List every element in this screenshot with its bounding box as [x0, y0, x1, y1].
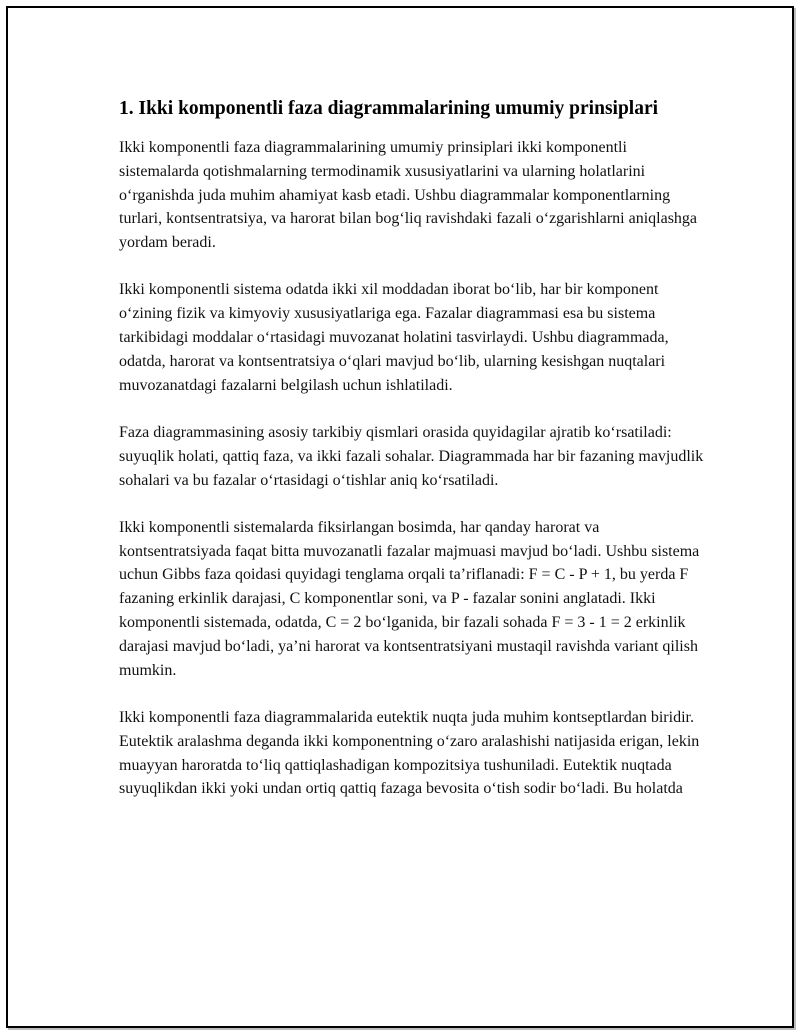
section-heading: 1. Ikki komponentli faza diagrammalarining umumiy prinsiplari: [119, 98, 659, 119]
paragraph-1: Ikki komponentli faza diagrammalarining umumiy prinsiplari ikki komponentli sistemalarda qotishmalarning termodinamik xususiyatlarini va ularning holatlarini o‘rganishda juda muhim ahamiyat kasb etadi. Ushbu diagrammalar komponentlarning turlari, kontsentratsiya, va harorat bilan bog‘liq ravishdaki fazali o‘zgarishlarni aniqlashga yordam beradi.: [119, 139, 698, 252]
document-page: [6, 6, 794, 1028]
paragraph-5: Ikki komponentli faza diagrammalarida eutektik nuqta juda muhim kontseptlardan biridir. Eutektik aralashma deganda ikki komponentning o‘zaro aralashishi natijasida erigan, lekin muayyan haroratda to‘liq qattiqlashadigan kompozitsiya tushuniladi. Eutektik nuqtada suyuqlikdan ikki yoki undan ortiq qattiq fazaga bevosita o‘tish sodir bo‘ladi. Bu holatda: [119, 708, 700, 798]
paragraph-3: Faza diagrammasining asosiy tarkibiy qismlari orasida quyidagilar ajratib ko‘rsatiladi: suyuqlik holati, qattiq faza, va ikki fazali sohalar. Diagrammada har bir fazaning mavjudlik sohalari va bu fazalar o‘rtasidagi o‘tishlar aniq ko‘rsatiladi.: [119, 423, 704, 489]
document-body: [119, 96, 709, 825]
paragraph-2: Ikki komponentli sistema odatda ikki xil moddadan iborat bo‘lib, har bir komponent o‘zining fizik va kimyoviy xususiyatlariga ega. Fazalar diagrammasi esa bu sistema tarkibidagi moddalar o‘rtasidagi muvozanat holatini tasvirlaydi. Ushbu diagrammada, odatda, harorat va kontsentratsiya o‘qlari mavjud bo‘lib, ularning kesishgan nuqtalari muvozanatdagi fazalarni belgilash uchun ishlatiladi.: [119, 281, 669, 394]
paragraph-4: Ikki komponentli sistemalarda fiksirlangan bosimda, har qanday harorat va kontsentratsiyada faqat bitta muvozanatli fazalar majmuasi mavjud bo‘ladi. Ushbu sistema uchun Gibbs faza qoidasi quyidagi tenglama orqali ta’riflanadi: F = C - P + 1, bu yerda F fazaning erkinlik darajasi, C komponentlar soni, va P - fazalar sonini anglatadi. Ikki komponentli sistemada, odatda, C = 2 bo‘lganida, bir fazali sohada F = 3 - 1 = 2 erkinlik darajasi mavjud bo‘ladi, ya’ni harorat va kontsentratsiyani mustaqil ravishda variant qilish mumkin.: [119, 518, 700, 679]
